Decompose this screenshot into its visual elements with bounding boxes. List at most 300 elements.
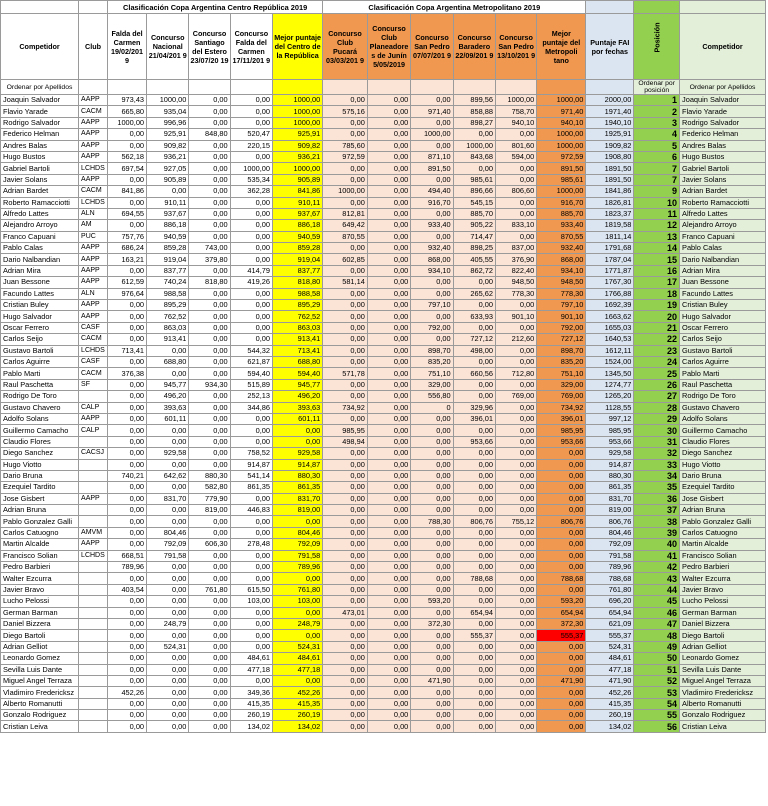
- baradero-cell: 0,00: [453, 391, 495, 402]
- blank-cell: [79, 1, 108, 14]
- falda1-cell: 376,38: [108, 368, 147, 379]
- falda2-cell: 252,13: [230, 391, 272, 402]
- mejor-centro-cell: 393,63: [273, 402, 323, 413]
- puntaje-fai-cell: 1940,10: [586, 117, 634, 128]
- competitor-2-cell: Dario Bruna: [680, 470, 766, 481]
- nacional-cell: 0,00: [147, 505, 189, 516]
- sanpedro2-cell: 837,00: [496, 243, 537, 254]
- competitor-2-cell: Alejandro Arroyo: [680, 220, 766, 231]
- santiago-cell: 0,00: [189, 106, 230, 117]
- metro-title: Clasificación Copa Argentina Metropolitano 2019: [323, 1, 586, 14]
- planeadores-cell: 0,00: [367, 243, 410, 254]
- falda1-cell: 0,00: [108, 675, 147, 686]
- club-cell: AM: [79, 220, 108, 231]
- santiago-cell: 0,00: [189, 402, 230, 413]
- nacional-cell: 929,58: [147, 448, 189, 459]
- falda2-cell: 484,61: [230, 653, 272, 664]
- puntaje-fai-cell: 2000,00: [586, 95, 634, 106]
- sanpedro1-cell: 891,50: [411, 163, 453, 174]
- mejor-centro-cell: 601,11: [273, 413, 323, 424]
- mejor-centro-cell: 594,40: [273, 368, 323, 379]
- competitor-cell: Hugo Viotto: [1, 459, 79, 470]
- planeadores-cell: 0,00: [367, 630, 410, 641]
- mejor-metro-cell: 396,01: [537, 413, 586, 424]
- competitor-cell: Carlos Aguirre: [1, 356, 79, 367]
- santiago-cell: 0,00: [189, 653, 230, 664]
- santiago-cell: 0,00: [189, 641, 230, 652]
- club-cell: LCHDS: [79, 550, 108, 561]
- mejor-metro-cell: 372,30: [537, 618, 586, 629]
- sanpedro2-cell: 0,00: [496, 641, 537, 652]
- puntaje-fai-cell: 1767,30: [586, 277, 634, 288]
- mejor-centro-cell: 886,18: [273, 220, 323, 231]
- nacional-cell: 0,00: [147, 562, 189, 573]
- mejor-metro-cell: 0,00: [537, 562, 586, 573]
- sanpedro1-cell: 0,00: [411, 505, 453, 516]
- position-cell: 7: [634, 174, 680, 185]
- competitor-2-cell: Gustavo Bartoli: [680, 345, 766, 356]
- santiago-cell: 818,80: [189, 277, 230, 288]
- sort-by-position-button[interactable]: Ordenar por posición: [634, 80, 680, 95]
- nacional-cell: 0,00: [147, 687, 189, 698]
- competitor-cell: Lucho Pelossi: [1, 596, 79, 607]
- falda1-cell: 0,00: [108, 721, 147, 732]
- competitor-2-cell: Hugo Viotto: [680, 459, 766, 470]
- header-puntaje-fai: Puntaje FAI por fechas: [586, 14, 634, 80]
- santiago-cell: 0,00: [189, 95, 230, 106]
- sanpedro2-cell: 769,00: [496, 391, 537, 402]
- santiago-cell: 779,90: [189, 493, 230, 504]
- competitor-2-cell: Diego Bartoli: [680, 630, 766, 641]
- competitor-2-cell: Pablo Calas: [680, 243, 766, 254]
- nacional-cell: 863,03: [147, 322, 189, 333]
- table-row: [1, 379, 766, 390]
- mejor-metro-cell: 985,95: [537, 425, 586, 436]
- pucara-cell: 0,00: [323, 653, 368, 664]
- falda2-cell: 260,19: [230, 710, 272, 721]
- planeadores-cell: 0,00: [367, 470, 410, 481]
- santiago-cell: 0,00: [189, 618, 230, 629]
- nacional-cell: 688,80: [147, 356, 189, 367]
- nacional-cell: 927,05: [147, 163, 189, 174]
- sanpedro2-cell: 0,00: [496, 436, 537, 447]
- puntaje-fai-cell: 1791,68: [586, 243, 634, 254]
- planeadores-cell: 0,00: [367, 129, 410, 140]
- sanpedro2-cell: 0,00: [496, 618, 537, 629]
- planeadores-cell: 0,00: [367, 413, 410, 424]
- position-cell: 32: [634, 448, 680, 459]
- baradero-cell: 555,37: [453, 630, 495, 641]
- sanpedro2-cell: 0,00: [496, 607, 537, 618]
- sanpedro2-cell: 0,00: [496, 573, 537, 584]
- header-falda2: Concurso Falda del Carmen 17/11/201 9: [230, 14, 272, 80]
- sanpedro1-cell: 797,10: [411, 300, 453, 311]
- table-row: [1, 151, 766, 162]
- table-row: [1, 470, 766, 481]
- blank-cell: [273, 80, 323, 95]
- pucara-cell: 0,00: [323, 596, 368, 607]
- competitor-2-cell: Joaquin Salvador: [680, 95, 766, 106]
- blank-cell: [79, 80, 108, 95]
- position-cell: 11: [634, 208, 680, 219]
- mejor-metro-cell: 769,00: [537, 391, 586, 402]
- mejor-centro-cell: 936,21: [273, 151, 323, 162]
- pucara-cell: 0,00: [323, 379, 368, 390]
- competitor-cell: Leonardo Gomez: [1, 653, 79, 664]
- falda1-cell: 0,00: [108, 527, 147, 538]
- table-row: [1, 573, 766, 584]
- nacional-cell: 0,00: [147, 425, 189, 436]
- sanpedro2-cell: 0,00: [496, 208, 537, 219]
- mejor-centro-cell: 929,58: [273, 448, 323, 459]
- sanpedro1-cell: 0,00: [411, 493, 453, 504]
- table-row: [1, 459, 766, 470]
- competitor-2-cell: Cristian Buley: [680, 300, 766, 311]
- sanpedro2-cell: 0,00: [496, 379, 537, 390]
- mejor-centro-cell: 0,00: [273, 630, 323, 641]
- mejor-centro-cell: 880,30: [273, 470, 323, 481]
- mejor-centro-cell: 909,82: [273, 140, 323, 151]
- sanpedro2-cell: 712,80: [496, 368, 537, 379]
- header-sanpedro1: Concurso San Pedro 07/07/201 9: [411, 14, 453, 80]
- mejor-metro-cell: 654,94: [537, 607, 586, 618]
- pucara-cell: 0,00: [323, 630, 368, 641]
- sanpedro2-cell: 0,00: [496, 470, 537, 481]
- falda2-cell: 0,00: [230, 95, 272, 106]
- sort-by-surname-button-2[interactable]: Ordenar por Apellidos: [680, 80, 766, 95]
- club-cell: [79, 641, 108, 652]
- baradero-cell: 0,00: [453, 459, 495, 470]
- santiago-cell: 0,00: [189, 630, 230, 641]
- nacional-cell: 0,00: [147, 710, 189, 721]
- baradero-cell: 0,00: [453, 277, 495, 288]
- club-cell: AAPP: [79, 95, 108, 106]
- club-cell: [79, 607, 108, 618]
- position-cell: 23: [634, 345, 680, 356]
- mejor-metro-cell: 932,40: [537, 243, 586, 254]
- sanpedro2-cell: 0,00: [496, 493, 537, 504]
- puntaje-fai-cell: 1692,39: [586, 300, 634, 311]
- competitor-cell: Juan Bessone: [1, 277, 79, 288]
- pucara-cell: 0,00: [323, 117, 368, 128]
- falda1-cell: 0,00: [108, 265, 147, 276]
- competitor-cell: Franco Capuani: [1, 231, 79, 242]
- santiago-cell: 0,00: [189, 231, 230, 242]
- table-row: [1, 129, 766, 140]
- pucara-cell: 1000,00: [323, 186, 368, 197]
- santiago-cell: 0,00: [189, 448, 230, 459]
- pucara-cell: 0,00: [323, 174, 368, 185]
- planeadores-cell: 0,00: [367, 482, 410, 493]
- mejor-centro-cell: 792,09: [273, 539, 323, 550]
- santiago-cell: 819,00: [189, 505, 230, 516]
- sanpedro2-cell: 0,00: [496, 197, 537, 208]
- sanpedro1-cell: 556,80: [411, 391, 453, 402]
- pucara-cell: 571,78: [323, 368, 368, 379]
- falda1-cell: 0,00: [108, 618, 147, 629]
- position-cell: 31: [634, 436, 680, 447]
- falda1-cell: 697,54: [108, 163, 147, 174]
- puntaje-fai-cell: 484,61: [586, 653, 634, 664]
- baradero-cell: 898,25: [453, 243, 495, 254]
- competitor-2-cell: Hugo Bustos: [680, 151, 766, 162]
- mejor-metro-cell: 0,00: [537, 710, 586, 721]
- table-row: [1, 436, 766, 447]
- mejor-metro-cell: 985,61: [537, 174, 586, 185]
- position-cell: 50: [634, 653, 680, 664]
- mejor-centro-cell: 861,35: [273, 482, 323, 493]
- position-cell: 4: [634, 129, 680, 140]
- competitor-2-cell: Adolfo Solans: [680, 413, 766, 424]
- baradero-cell: 953,66: [453, 436, 495, 447]
- competitor-2-cell: Gustavo Chavero: [680, 402, 766, 413]
- sanpedro2-cell: 0,00: [496, 482, 537, 493]
- sanpedro2-cell: 1000,00: [496, 95, 537, 106]
- pucara-cell: 0,00: [323, 516, 368, 527]
- baradero-cell: 0,00: [453, 163, 495, 174]
- falda2-cell: 0,00: [230, 607, 272, 618]
- falda2-cell: 861,35: [230, 482, 272, 493]
- mejor-metro-cell: 940,10: [537, 117, 586, 128]
- pucara-cell: 972,59: [323, 151, 368, 162]
- position-cell: 37: [634, 505, 680, 516]
- table-row: [1, 584, 766, 595]
- sanpedro2-cell: 806,60: [496, 186, 537, 197]
- table-row: [1, 288, 766, 299]
- competitor-2-cell: Alfredo Lattes: [680, 208, 766, 219]
- club-cell: [79, 391, 108, 402]
- competitor-cell: Francisco Solian: [1, 550, 79, 561]
- club-cell: LCHDS: [79, 197, 108, 208]
- position-cell: 48: [634, 630, 680, 641]
- club-cell: [79, 516, 108, 527]
- mejor-metro-cell: 0,00: [537, 721, 586, 732]
- position-cell: 20: [634, 311, 680, 322]
- blank-cell: [586, 80, 634, 95]
- club-cell: CACM: [79, 186, 108, 197]
- planeadores-cell: 0,00: [367, 436, 410, 447]
- santiago-cell: 0,00: [189, 163, 230, 174]
- mejor-centro-cell: 761,80: [273, 584, 323, 595]
- club-cell: [79, 459, 108, 470]
- competitor-cell: Walter Ezcurra: [1, 573, 79, 584]
- club-cell: [79, 630, 108, 641]
- pucara-cell: 0,00: [323, 675, 368, 686]
- table-row: [1, 356, 766, 367]
- mejor-metro-cell: 734,92: [537, 402, 586, 413]
- nacional-cell: 248,79: [147, 618, 189, 629]
- mejor-centro-cell: 914,87: [273, 459, 323, 470]
- nacional-cell: 945,77: [147, 379, 189, 390]
- planeadores-cell: 0,00: [367, 607, 410, 618]
- position-cell: 55: [634, 710, 680, 721]
- pucara-cell: 0,00: [323, 710, 368, 721]
- mejor-metro-cell: 835,20: [537, 356, 586, 367]
- competitor-cell: Dario Bruna: [1, 470, 79, 481]
- sanpedro1-cell: 0,00: [411, 607, 453, 618]
- mejor-centro-cell: 452,26: [273, 687, 323, 698]
- position-cell: 54: [634, 698, 680, 709]
- club-cell: AMVM: [79, 527, 108, 538]
- falda2-cell: 520,47: [230, 129, 272, 140]
- falda1-cell: 0,00: [108, 698, 147, 709]
- santiago-cell: 582,80: [189, 482, 230, 493]
- baradero-cell: 0,00: [453, 687, 495, 698]
- falda1-cell: 973,43: [108, 95, 147, 106]
- pucara-cell: 0,00: [323, 265, 368, 276]
- santiago-cell: 0,00: [189, 220, 230, 231]
- planeadores-cell: 0,00: [367, 573, 410, 584]
- sanpedro2-cell: 0,00: [496, 356, 537, 367]
- blank-cell: [189, 80, 230, 95]
- baradero-cell: 0,00: [453, 721, 495, 732]
- puntaje-fai-cell: 1612,11: [586, 345, 634, 356]
- falda2-cell: 415,35: [230, 698, 272, 709]
- mejor-metro-cell: 806,76: [537, 516, 586, 527]
- falda1-cell: 789,96: [108, 562, 147, 573]
- competitor-cell: Javier Solans: [1, 174, 79, 185]
- baradero-cell: 898,27: [453, 117, 495, 128]
- santiago-cell: 0,00: [189, 368, 230, 379]
- sanpedro2-cell: 0,00: [496, 425, 537, 436]
- competitor-cell: Alberto Romanutti: [1, 698, 79, 709]
- sanpedro1-cell: 0,00: [411, 698, 453, 709]
- pucara-cell: 0,00: [323, 687, 368, 698]
- mejor-metro-cell: 1000,00: [537, 140, 586, 151]
- club-cell: [79, 596, 108, 607]
- falda1-cell: 0,00: [108, 596, 147, 607]
- position-cell: 34: [634, 470, 680, 481]
- competitor-cell: Adrian Bruna: [1, 505, 79, 516]
- baradero-cell: 1000,00: [453, 140, 495, 151]
- santiago-cell: 880,30: [189, 470, 230, 481]
- sanpedro1-cell: 916,70: [411, 197, 453, 208]
- mejor-centro-cell: 841,86: [273, 186, 323, 197]
- mejor-centro-cell: 496,20: [273, 391, 323, 402]
- table-row: [1, 641, 766, 652]
- sanpedro1-cell: 0,00: [411, 231, 453, 242]
- nacional-cell: 988,58: [147, 288, 189, 299]
- table-row: [1, 402, 766, 413]
- competitor-2-cell: Ezequiel Tardito: [680, 482, 766, 493]
- baradero-cell: 660,56: [453, 368, 495, 379]
- competitor-2-cell: Pedro Barbieri: [680, 562, 766, 573]
- competitor-2-cell: Cristian Leiva: [680, 721, 766, 732]
- position-cell: 44: [634, 584, 680, 595]
- baradero-cell: 0,00: [453, 539, 495, 550]
- sanpedro1-cell: 971,40: [411, 106, 453, 117]
- competitor-2-cell: Lucho Pelossi: [680, 596, 766, 607]
- competitor-2-cell: Walter Ezcurra: [680, 573, 766, 584]
- mejor-centro-cell: 0,00: [273, 425, 323, 436]
- sanpedro2-cell: 0,00: [496, 664, 537, 675]
- sanpedro2-cell: 0,00: [496, 231, 537, 242]
- falda2-cell: 0,00: [230, 413, 272, 424]
- planeadores-cell: 0,00: [367, 208, 410, 219]
- competitor-cell: Adrian Mira: [1, 265, 79, 276]
- club-cell: [79, 482, 108, 493]
- table-row: [1, 265, 766, 276]
- falda1-cell: 0,00: [108, 311, 147, 322]
- table-row: [1, 664, 766, 675]
- competitor-2-cell: Daniel Bizzera: [680, 618, 766, 629]
- santiago-cell: 761,80: [189, 584, 230, 595]
- planeadores-cell: 0,00: [367, 562, 410, 573]
- position-cell: 43: [634, 573, 680, 584]
- sanpedro1-cell: 788,30: [411, 516, 453, 527]
- competitor-2-cell: Gabriel Bartoli: [680, 163, 766, 174]
- position-cell: 47: [634, 618, 680, 629]
- nacional-cell: 524,31: [147, 641, 189, 652]
- competitor-cell: Facundo Lattes: [1, 288, 79, 299]
- position-cell: 33: [634, 459, 680, 470]
- puntaje-fai-cell: 819,00: [586, 505, 634, 516]
- pucara-cell: 985,95: [323, 425, 368, 436]
- competitor-2-cell: Adrian Mira: [680, 265, 766, 276]
- planeadores-cell: 0,00: [367, 140, 410, 151]
- competitor-cell: Gonzalo Rodriguez: [1, 710, 79, 721]
- nacional-cell: 837,77: [147, 265, 189, 276]
- mejor-centro-cell: 762,52: [273, 311, 323, 322]
- falda1-cell: 562,18: [108, 151, 147, 162]
- position-cell: 56: [634, 721, 680, 732]
- competitor-cell: Carlos Seijo: [1, 334, 79, 345]
- blank-cell: [230, 80, 272, 95]
- falda1-cell: 0,00: [108, 493, 147, 504]
- falda1-cell: 0,00: [108, 607, 147, 618]
- baradero-cell: 405,55: [453, 254, 495, 265]
- position-cell: 13: [634, 231, 680, 242]
- pucara-cell: 785,60: [323, 140, 368, 151]
- competitor-cell: Daniel Bizzera: [1, 618, 79, 629]
- sanpedro1-cell: 0,00: [411, 573, 453, 584]
- falda2-cell: 0,00: [230, 300, 272, 311]
- planeadores-cell: 0,00: [367, 675, 410, 686]
- position-cell: 10: [634, 197, 680, 208]
- pucara-cell: 0,00: [323, 618, 368, 629]
- falda2-cell: 278,48: [230, 539, 272, 550]
- falda1-cell: 0,00: [108, 197, 147, 208]
- pucara-cell: 0,00: [323, 562, 368, 573]
- puntaje-fai-cell: 761,80: [586, 584, 634, 595]
- club-cell: [79, 698, 108, 709]
- santiago-cell: 0,00: [189, 356, 230, 367]
- mejor-centro-cell: 1000,00: [273, 117, 323, 128]
- competitor-cell: Diego Sanchez: [1, 448, 79, 459]
- nacional-cell: 0,00: [147, 516, 189, 527]
- mejor-metro-cell: 934,10: [537, 265, 586, 276]
- competitor-2-cell: Carlos Aguirre: [680, 356, 766, 367]
- sanpedro2-cell: 0,00: [496, 322, 537, 333]
- santiago-cell: 0,00: [189, 186, 230, 197]
- nacional-cell: 919,04: [147, 254, 189, 265]
- sanpedro2-cell: 0,00: [496, 630, 537, 641]
- pucara-cell: 0,00: [323, 493, 368, 504]
- planeadores-cell: 0,00: [367, 687, 410, 698]
- falda1-cell: 0,00: [108, 425, 147, 436]
- puntaje-fai-cell: 1819,58: [586, 220, 634, 231]
- falda2-cell: 758,52: [230, 448, 272, 459]
- falda1-cell: 0,00: [108, 641, 147, 652]
- sort-by-surname-button[interactable]: Ordenar por Apellidos: [1, 80, 79, 95]
- nacional-cell: 0,00: [147, 607, 189, 618]
- competitor-cell: Pablo Gonzalez Galli: [1, 516, 79, 527]
- planeadores-cell: 0,00: [367, 402, 410, 413]
- header-pucara: Concurso Club Pucará 03/03/201 9: [323, 14, 368, 80]
- competitor-cell: Vladimiro Fredericksz: [1, 687, 79, 698]
- sanpedro2-cell: 0,00: [496, 675, 537, 686]
- pucara-cell: 0,00: [323, 505, 368, 516]
